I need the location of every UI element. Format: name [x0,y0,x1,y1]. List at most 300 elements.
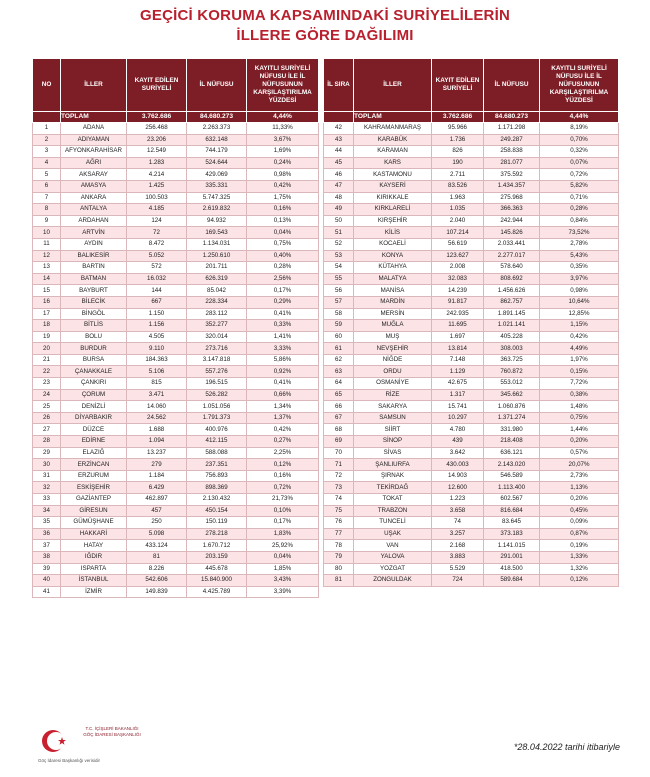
total-nufus-right: 84.680.273 [484,112,540,123]
row-kayit: 5.106 [127,366,187,378]
row-kayit: 149.839 [127,586,187,598]
row-nufus: 352.277 [187,320,247,332]
row-kayit: 256.468 [127,123,187,135]
row-il: KARABÜK [354,134,432,146]
row-kayit: 1.697 [432,331,484,343]
row-il: YALOVA [354,551,432,563]
row-kayit: 95.966 [432,123,484,135]
row-nufus: 1.141.015 [484,540,540,552]
row-il: KIRŞEHİR [354,215,432,227]
left-table-row [33,250,319,262]
row-nufus: 228.334 [187,296,247,308]
row-nufus: 94.932 [187,215,247,227]
row-kayit: 279 [127,459,187,471]
row-no: 58 [324,308,354,320]
right-table-row [324,528,619,540]
row-no: 46 [324,169,354,181]
row-oran: 0,98% [247,169,319,181]
row-il: MUŞ [354,331,432,343]
row-oran: 3,43% [247,575,319,587]
row-il: İZMİR [61,586,127,598]
row-kayit: 1.223 [432,494,484,506]
right-table-row [324,563,619,575]
row-no: 71 [324,459,354,471]
row-il: DENİZLİ [61,401,127,413]
row-il: KASTAMONU [354,169,432,181]
row-oran: 1,33% [540,551,619,563]
row-no: 60 [324,331,354,343]
row-il: ELAZIĞ [61,447,127,459]
row-kayit: 124 [127,215,187,227]
total-row-right [324,112,619,123]
row-nufus: 1.250.610 [187,250,247,262]
row-oran: 0,28% [540,204,619,216]
left-table-row [33,551,319,563]
row-oran: 0,24% [247,157,319,169]
row-nufus: 196.515 [187,378,247,390]
row-nufus: 242.944 [484,215,540,227]
row-nufus: 2.130.432 [187,494,247,506]
right-table-row [324,308,619,320]
row-il: TRABZON [354,505,432,517]
row-nufus: 335.331 [187,180,247,192]
row-no: 73 [324,482,354,494]
row-nufus: 291.001 [484,551,540,563]
right-table-row [324,250,619,262]
row-kayit: 13.814 [432,343,484,355]
row-kayit: 3.642 [432,447,484,459]
row-il: DİYARBAKIR [61,412,127,424]
left-table-row [33,517,319,529]
row-il: ADANA [61,123,127,135]
row-nufus: 331.980 [484,424,540,436]
row-kayit: 184.363 [127,354,187,366]
row-kayit: 3.471 [127,389,187,401]
row-oran: 0,09% [540,517,619,529]
row-nufus: 203.159 [187,551,247,563]
row-no: 79 [324,551,354,563]
row-il: OSMANİYE [354,378,432,390]
left-table-row [33,412,319,424]
row-nufus: 169.543 [187,227,247,239]
row-kayit: 6.429 [127,482,187,494]
right-header-row [324,59,619,112]
left-table-row [33,366,319,378]
row-no: 55 [324,273,354,285]
row-il: KONYA [354,250,432,262]
row-nufus: 862.757 [484,296,540,308]
header-sira: İL SIRA [324,59,354,112]
left-header-row [33,59,319,112]
row-no: 12 [33,250,61,262]
left-table-row [33,320,319,332]
right-table-row [324,227,619,239]
row-no: 47 [324,180,354,192]
row-nufus: 85.042 [187,285,247,297]
row-oran: 3,33% [247,343,319,355]
row-il: SİNOP [354,436,432,448]
row-oran: 2,25% [247,447,319,459]
right-table-row [324,401,619,413]
goc-idaresi-logo [38,724,158,764]
row-kayit: 3.257 [432,528,484,540]
row-no: 8 [33,204,61,216]
title-line-2: İLLERE GÖRE DAĞILIMI [236,27,414,44]
row-no: 9 [33,215,61,227]
row-kayit: 430.003 [432,459,484,471]
row-no: 64 [324,378,354,390]
row-no: 69 [324,436,354,448]
row-il: ANKARA [61,192,127,204]
row-kayit: 56.619 [432,238,484,250]
row-kayit: 81 [127,551,187,563]
row-no: 19 [33,331,61,343]
right-table-row [324,296,619,308]
total-oran-right: 4,44% [540,112,619,123]
row-oran: 0,28% [247,262,319,274]
row-il: BARTIN [61,262,127,274]
row-oran: 7,72% [540,378,619,390]
row-il: DÜZCE [61,424,127,436]
row-kayit: 2.168 [432,540,484,552]
row-no: 65 [324,389,354,401]
row-oran: 1,41% [247,331,319,343]
row-il: ÇANAKKALE [61,366,127,378]
row-no: 61 [324,343,354,355]
row-no: 13 [33,262,61,274]
row-il: MUĞLA [354,320,432,332]
left-table-row [33,528,319,540]
row-kayit: 4.505 [127,331,187,343]
right-table-row [324,285,619,297]
row-il: MANİSA [354,285,432,297]
left-table-row [33,123,319,135]
row-il: HAKKARİ [61,528,127,540]
row-no: 57 [324,296,354,308]
right-table-row [324,366,619,378]
total-label-right: TOPLAM [354,112,432,123]
row-kayit: 123.627 [432,250,484,262]
row-il: BİNGÖL [61,308,127,320]
row-kayit: 42.675 [432,378,484,390]
row-kayit: 1.283 [127,157,187,169]
row-oran: 2,73% [540,470,619,482]
row-kayit: 3.658 [432,505,484,517]
row-il: HATAY [61,540,127,552]
row-nufus: 1.371.274 [484,412,540,424]
header-nufus-right: İL NÜFUSU [484,59,540,112]
row-oran: 0,41% [247,308,319,320]
row-nufus: 320.014 [187,331,247,343]
right-table-row [324,331,619,343]
row-kayit: 1.150 [127,308,187,320]
row-kayit: 3.883 [432,551,484,563]
row-il: ADIYAMAN [61,134,127,146]
row-kayit: 4.214 [127,169,187,181]
row-no: 70 [324,447,354,459]
row-oran: 0,29% [247,296,319,308]
row-no: 74 [324,494,354,506]
right-table-row [324,343,619,355]
right-table-row [324,238,619,250]
row-no: 10 [33,227,61,239]
row-nufus: 760.872 [484,366,540,378]
row-oran: 0,20% [540,494,619,506]
row-no: 53 [324,250,354,262]
row-kayit: 190 [432,157,484,169]
row-il: BURDUR [61,343,127,355]
left-table-row [33,343,319,355]
row-nufus: 808.692 [484,273,540,285]
row-no: 25 [33,401,61,413]
row-oran: 0,27% [247,436,319,448]
row-no: 54 [324,262,354,274]
right-table-row [324,192,619,204]
row-no: 49 [324,204,354,216]
row-nufus: 405.228 [484,331,540,343]
row-kayit: 9.110 [127,343,187,355]
row-kayit: 10.297 [432,412,484,424]
row-nufus: 278.218 [187,528,247,540]
row-oran: 0,04% [247,551,319,563]
row-oran: 20,07% [540,459,619,471]
row-nufus: 363.725 [484,354,540,366]
row-il: YOZGAT [354,563,432,575]
row-kayit: 2.711 [432,169,484,181]
right-table [323,58,619,587]
row-no: 11 [33,238,61,250]
right-table-row [324,180,619,192]
left-table-row [33,389,319,401]
row-oran: 0,40% [247,250,319,262]
row-nufus: 429.069 [187,169,247,181]
row-oran: 73,52% [540,227,619,239]
row-kayit: 250 [127,517,187,529]
row-kayit: 13.237 [127,447,187,459]
row-kayit: 1.688 [127,424,187,436]
row-kayit: 1.317 [432,389,484,401]
right-table-row [324,320,619,332]
row-no: 20 [33,343,61,355]
row-no: 23 [33,378,61,390]
right-table-row [324,169,619,181]
row-il: BALIKESİR [61,250,127,262]
row-oran: 0,42% [247,424,319,436]
row-nufus: 145.826 [484,227,540,239]
row-il: BİTLİS [61,320,127,332]
row-kayit: 1.094 [127,436,187,448]
left-table-row [33,505,319,517]
left-table-row [33,192,319,204]
row-nufus: 308.003 [484,343,540,355]
row-oran: 1,69% [247,146,319,158]
row-no: 48 [324,192,354,204]
row-kayit: 1.035 [432,204,484,216]
left-table-row [33,378,319,390]
row-oran: 0,35% [540,262,619,274]
row-no: 77 [324,528,354,540]
row-no: 3 [33,146,61,158]
right-table-row [324,412,619,424]
right-table-row [324,262,619,274]
header-kayit: KAYIT EDİLEN SURİYELİ [127,59,187,112]
row-nufus: 588.088 [187,447,247,459]
row-il: BURSA [61,354,127,366]
row-il: AMASYA [61,180,127,192]
row-oran: 0,16% [247,470,319,482]
row-no: 44 [324,146,354,158]
right-table-row [324,494,619,506]
row-il: AĞRI [61,157,127,169]
left-table-row [33,262,319,274]
row-oran: 0,32% [540,146,619,158]
right-table-row [324,204,619,216]
row-il: ARDAHAN [61,215,127,227]
row-no: 4 [33,157,61,169]
row-nufus: 412.115 [187,436,247,448]
row-kayit: 2.008 [432,262,484,274]
row-nufus: 1.060.876 [484,401,540,413]
row-no: 63 [324,366,354,378]
row-nufus: 366.363 [484,204,540,216]
row-il: KIRKLARELİ [354,204,432,216]
row-kayit: 5.052 [127,250,187,262]
row-oran: 1,48% [540,401,619,413]
row-oran: 0,45% [540,505,619,517]
row-nufus: 1.791.373 [187,412,247,424]
row-kayit: 572 [127,262,187,274]
row-no: 52 [324,238,354,250]
row-kayit: 100.503 [127,192,187,204]
left-table-row [33,563,319,575]
row-nufus: 546.589 [484,470,540,482]
row-il: ÇORUM [61,389,127,401]
row-oran: 3,97% [540,273,619,285]
row-no: 2 [33,134,61,146]
row-nufus: 1.434.357 [484,180,540,192]
row-oran: 0,16% [247,204,319,216]
row-kayit: 7.148 [432,354,484,366]
row-il: KAHRAMANMARAŞ [354,123,432,135]
row-nufus: 418.500 [484,563,540,575]
row-nufus: 445.678 [187,563,247,575]
left-table-row [33,575,319,587]
right-table-row [324,157,619,169]
row-no: 26 [33,412,61,424]
left-table-row [33,459,319,471]
row-il: VAN [354,540,432,552]
row-nufus: 756.893 [187,470,247,482]
right-table-row [324,517,619,529]
row-nufus: 400.976 [187,424,247,436]
row-nufus: 1.891.145 [484,308,540,320]
row-oran: 0,15% [540,366,619,378]
row-il: ÇANKIRI [61,378,127,390]
left-table-row [33,331,319,343]
row-nufus: 1.134.031 [187,238,247,250]
row-no: 18 [33,320,61,332]
row-oran: 8,19% [540,123,619,135]
row-kayit: 5.529 [432,563,484,575]
row-nufus: 83.645 [484,517,540,529]
row-oran: 0,71% [540,192,619,204]
right-table-row [324,215,619,227]
row-kayit: 242.935 [432,308,484,320]
row-nufus: 375.592 [484,169,540,181]
row-nufus: 553.012 [484,378,540,390]
row-kayit: 4.185 [127,204,187,216]
row-kayit: 1.156 [127,320,187,332]
row-kayit: 14.060 [127,401,187,413]
row-il: BOLU [61,331,127,343]
row-no: 45 [324,157,354,169]
crescent-star-icon [40,726,70,756]
left-table-row [33,470,319,482]
row-no: 72 [324,470,354,482]
row-il: MALATYA [354,273,432,285]
row-kayit: 107.214 [432,227,484,239]
right-table-row [324,146,619,158]
row-nufus: 744.179 [187,146,247,158]
row-nufus: 2.277.017 [484,250,540,262]
row-nufus: 1.456.626 [484,285,540,297]
row-nufus: 201.711 [187,262,247,274]
row-oran: 0,41% [247,378,319,390]
row-oran: 0,20% [540,436,619,448]
row-il: MARDİN [354,296,432,308]
row-oran: 0,10% [247,505,319,517]
row-il: GÜMÜŞHANE [61,517,127,529]
row-no: 81 [324,575,354,587]
left-table-row [33,146,319,158]
row-oran: 5,82% [540,180,619,192]
row-il: EDİRNE [61,436,127,448]
row-il: KİLİS [354,227,432,239]
row-oran: 25,92% [247,540,319,552]
row-no: 50 [324,215,354,227]
row-nufus: 2.033.441 [484,238,540,250]
row-kayit: 32.083 [432,273,484,285]
row-nufus: 237.351 [187,459,247,471]
row-nufus: 816.684 [484,505,540,517]
row-oran: 0,38% [540,389,619,401]
right-table-row [324,459,619,471]
left-table-row [33,227,319,239]
row-no: 31 [33,470,61,482]
row-oran: 1,75% [247,192,319,204]
row-oran: 0,70% [540,134,619,146]
row-il: AYDIN [61,238,127,250]
row-kayit: 8.472 [127,238,187,250]
row-il: KARS [354,157,432,169]
left-table-row [33,586,319,598]
row-kayit: 5.098 [127,528,187,540]
title-line-1: GEÇİCİ KORUMA KAPSAMINDAKİ SURİYELİLERİN [140,7,510,24]
row-kayit: 4.780 [432,424,484,436]
total-label: TOPLAM [61,112,127,123]
row-nufus: 2.619.832 [187,204,247,216]
row-oran: 1,13% [540,482,619,494]
row-oran: 5,43% [540,250,619,262]
row-il: IĞDIR [61,551,127,563]
row-oran: 10,64% [540,296,619,308]
row-il: KOCAELİ [354,238,432,250]
row-nufus: 526.282 [187,389,247,401]
row-no: 5 [33,169,61,181]
row-nufus: 632.148 [187,134,247,146]
left-table-row [33,169,319,181]
row-kayit: 12.600 [432,482,484,494]
